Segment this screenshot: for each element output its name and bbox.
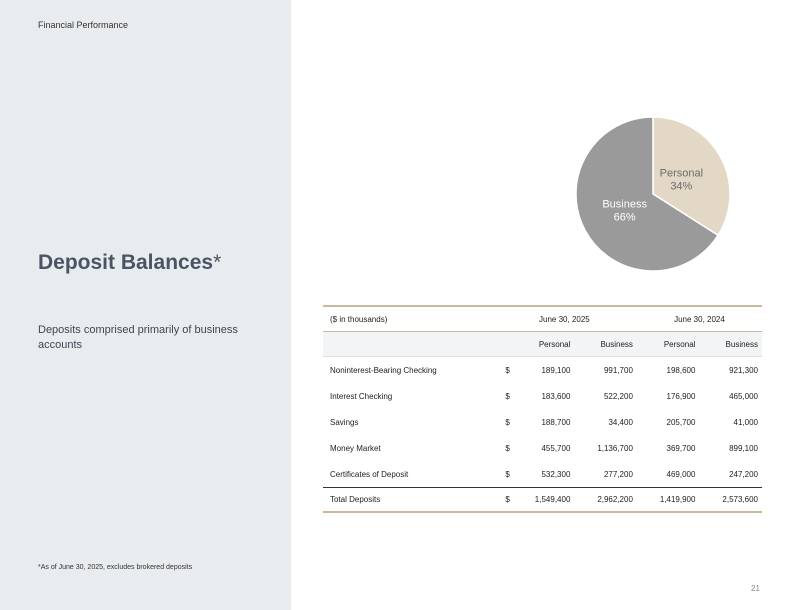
table-cell: 469,000: [666, 469, 696, 479]
table-cell: 991,700: [603, 365, 633, 375]
table-row: [323, 461, 762, 488]
table-cell: 205,700: [666, 417, 696, 427]
pie-slice-percent-label: 66%: [613, 211, 636, 224]
table-row: [323, 357, 762, 384]
row-currency: $: [505, 443, 510, 453]
row-label: Savings: [330, 417, 359, 427]
table-row: [323, 435, 762, 461]
period-header-2025: June 30, 2025: [492, 306, 637, 332]
total-currency: $: [492, 488, 512, 513]
table-cell: 188,700: [541, 417, 571, 427]
table-cell: 198,600: [666, 365, 696, 375]
row-label: Certificates of Deposit: [330, 469, 409, 479]
row-label: Noninterest-Bearing Checking: [330, 365, 437, 375]
table-cell: 899,100: [729, 443, 758, 453]
table-cell: 183,600: [541, 391, 571, 401]
units-label: ($ in thousands): [323, 306, 492, 332]
total-cell: 2,573,600: [699, 488, 762, 513]
table-row: [323, 383, 762, 409]
table-cell: 34,400: [608, 417, 633, 427]
section-label: Financial Performance: [38, 20, 129, 30]
table-cell: 465,000: [729, 391, 758, 401]
table-cell: 369,700: [666, 443, 696, 453]
pie-slice-name-label: Personal: [659, 167, 704, 180]
page-number: 21: [751, 584, 760, 593]
row-label: Money Market: [330, 443, 381, 453]
subheader-business-2025: Business: [574, 332, 637, 357]
slide-subtitle: Deposits comprised primarily of business accounts: [38, 324, 238, 351]
pie-slice-percent-label: 34%: [670, 180, 693, 193]
table-cell: 247,200: [729, 469, 758, 479]
row-currency: $: [505, 391, 510, 401]
period-header-2024: June 30, 2024: [637, 306, 762, 332]
slide-title: [38, 251, 221, 275]
table-cell: 1,136,700: [597, 443, 633, 453]
table-cell: 176,900: [666, 391, 696, 401]
table-header-row: [323, 306, 762, 332]
total-label: Total Deposits: [323, 488, 492, 513]
footnote: *As of June 30, 2025, excludes brokered deposits: [38, 564, 193, 571]
table-cell: 532,300: [541, 469, 571, 479]
deposit-mix-pie-chart: [572, 113, 734, 275]
table-cell: 189,100: [541, 365, 571, 375]
total-cell: 1,419,900: [637, 488, 700, 513]
row-currency: $: [505, 469, 510, 479]
row-label: Interest Checking: [330, 391, 393, 401]
table-cell: 921,300: [729, 365, 758, 375]
title-asterisk: *: [213, 251, 222, 274]
deposit-balances-table: [323, 305, 762, 513]
table-cell: 455,700: [541, 443, 571, 453]
pie-slice-name-label: Business: [602, 198, 647, 211]
subheader-personal-2024: Personal: [637, 332, 700, 357]
subheader-personal-2025: Personal: [512, 332, 575, 357]
table-cell: 41,000: [733, 417, 758, 427]
total-cell: 2,962,200: [574, 488, 637, 513]
left-panel: [0, 0, 291, 610]
table-cell: 277,200: [603, 469, 633, 479]
subheader-business-2024: Business: [699, 332, 762, 357]
subheader-dollar-spacer: [492, 332, 512, 357]
table-cell: 522,200: [603, 391, 633, 401]
row-currency: $: [505, 417, 510, 427]
table-total-row: [323, 488, 762, 513]
row-currency: $: [505, 365, 510, 375]
table-body: [323, 357, 762, 488]
total-cell: 1,549,400: [512, 488, 575, 513]
subheader-empty: [323, 332, 492, 357]
slide-title-text: Deposit Balances: [38, 251, 214, 274]
table-row: [323, 409, 762, 435]
table-subheader-row: [323, 332, 762, 357]
